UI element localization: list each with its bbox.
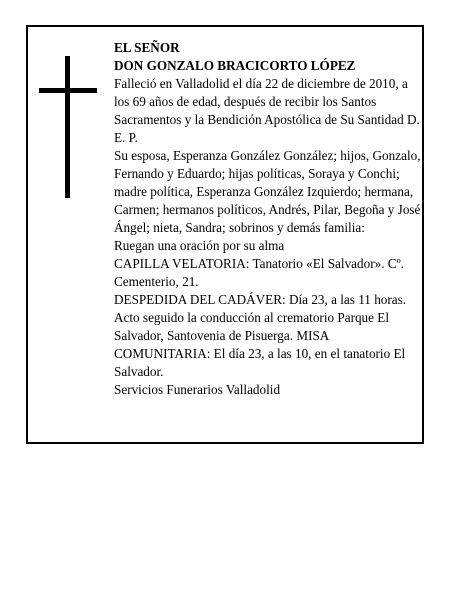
prayer-request: Ruegan una oración por su alma bbox=[114, 238, 285, 253]
notice-title: EL SEÑOR bbox=[114, 40, 180, 55]
funeral-details: DESPEDIDA DEL CADÁVER: Día 23, a las 11 horas. Acto seguido la conducción al crematorio Parque El Salvador, Santovenia de Pisuerga. MISA COMUNITARIA: El día 23, a las 10, en el tanatorio El Salvador. bbox=[114, 292, 407, 379]
death-announcement: Falleció en Valladolid el día 22 de diciembre de 2010, a los 69 años de edad, después de recibir los Santos Sacramentos y la Bendición Apostólica de Su Santidad D. E. P. bbox=[114, 76, 420, 145]
notice-text bbox=[114, 39, 422, 399]
cross-vertical-bar bbox=[65, 56, 70, 198]
family-list: Su esposa, Esperanza González González; hijos, Gonzalo, Fernando y Eduardo; hijas políticas, Soraya y Conchi; madre política, Esperanza González Izquierdo; hermana, Carmen; hermanos políticos, Andrés, Pilar, Begoña y José Ángel; nieta, Sandra; sobrinos y demás familia: bbox=[114, 148, 421, 235]
obituary-notice bbox=[26, 25, 424, 444]
funeral-home: Servicios Funerarios Valladolid bbox=[114, 382, 281, 397]
cross-horizontal-bar bbox=[39, 88, 97, 93]
deceased-name: DON GONZALO BRACICORTO LÓPEZ bbox=[114, 58, 356, 73]
cross-icon bbox=[39, 56, 97, 198]
wake-location: CAPILLA VELATORIA: Tanatorio «El Salvador». Cº. Cementerio, 21. bbox=[114, 256, 404, 289]
